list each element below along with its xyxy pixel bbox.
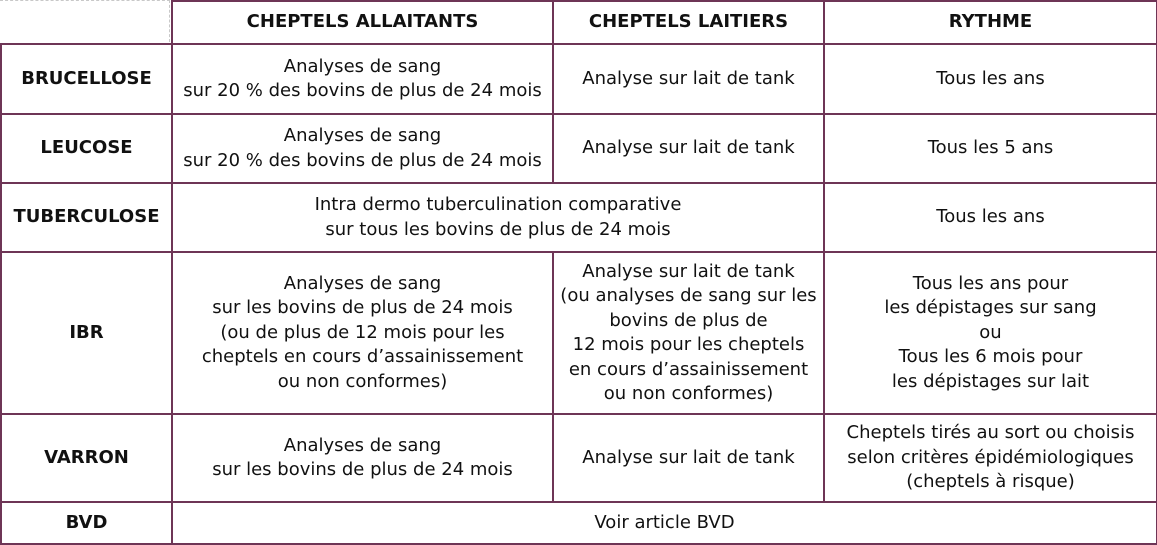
cell-bvd-voir-article: Voir article BVD xyxy=(172,502,1157,544)
header-row xyxy=(1,1,1157,44)
cell-tuberculose-all-cheptels: Intra dermo tuberculination comparative sur tous les bovins de plus de 24 mois xyxy=(172,183,824,252)
row-leucose xyxy=(1,114,1157,183)
row-brucellose xyxy=(1,44,1157,114)
corner-header xyxy=(1,1,172,44)
cell-ibr-rythme: Tous les ans pour les dépistages sur sang ou Tous les 6 mois pour les dépistages sur lait xyxy=(824,252,1157,414)
cell-leucose-rythme: Tous les 5 ans xyxy=(824,114,1157,183)
row-label-tuberculose: TUBERCULOSE xyxy=(1,183,172,252)
cell-varron-allaitants: Analyses de sang sur les bovins de plus de 24 mois xyxy=(172,414,553,502)
header-cheptels-allaitants: CHEPTELS ALLAITANTS xyxy=(172,1,553,44)
row-label-brucellose: BRUCELLOSE xyxy=(1,44,172,114)
row-label-varron: VARRON xyxy=(1,414,172,502)
header-rythme: RYTHME xyxy=(824,1,1157,44)
row-label-ibr: IBR xyxy=(1,252,172,414)
cell-brucellose-rythme: Tous les ans xyxy=(824,44,1157,114)
row-label-leucose: LEUCOSE xyxy=(1,114,172,183)
cell-leucose-allaitants: Analyses de sang sur 20 % des bovins de plus de 24 mois xyxy=(172,114,553,183)
cell-tuberculose-rythme: Tous les ans xyxy=(824,183,1157,252)
row-tuberculose xyxy=(1,183,1157,252)
cell-brucellose-laitiers: Analyse sur lait de tank xyxy=(553,44,824,114)
row-label-bvd: BVD xyxy=(1,502,172,544)
cell-ibr-allaitants: Analyses de sang sur les bovins de plus de 24 mois (ou de plus de 12 mois pour les cheptels en cours d’assainissement ou non conformes) xyxy=(172,252,553,414)
row-varron xyxy=(1,414,1157,502)
cell-brucellose-allaitants: Analyses de sang sur 20 % des bovins de plus de 24 mois xyxy=(172,44,553,114)
header-cheptels-laitiers: CHEPTELS LAITIERS xyxy=(553,1,824,44)
cell-ibr-laitiers: Analyse sur lait de tank (ou analyses de sang sur les bovins de plus de 12 mois pour les cheptels en cours d’assainissement ou non conformes) xyxy=(553,252,824,414)
row-bvd xyxy=(1,502,1157,544)
cell-leucose-laitiers: Analyse sur lait de tank xyxy=(553,114,824,183)
row-ibr xyxy=(1,252,1157,414)
cell-varron-laitiers: Analyse sur lait de tank xyxy=(553,414,824,502)
cell-varron-rythme: Cheptels tirés au sort ou choisis selon critères épidémiologiques (cheptels à risque) xyxy=(824,414,1157,502)
